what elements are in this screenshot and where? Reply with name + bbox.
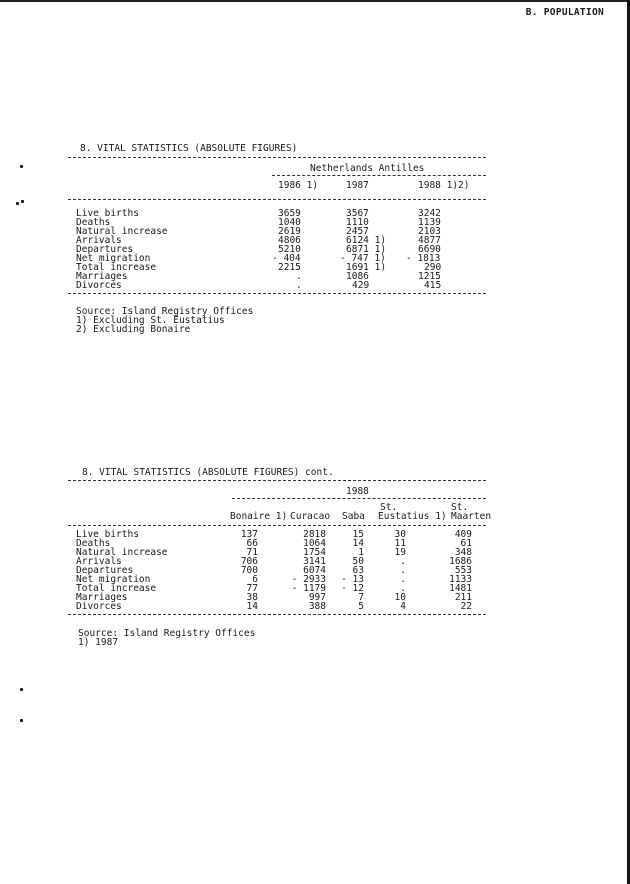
table2-source: Source: Island Registry Offices [78,628,256,639]
cell: - 13 [341,574,364,585]
table1-group-header: Netherlands Antilles [310,163,425,174]
cell: 3141 [303,556,326,567]
cell: 2619 [278,226,301,237]
cell: 6 [252,574,258,585]
cell: . [296,280,302,291]
rule [68,199,486,200]
cell: 1686 [449,556,472,567]
row-label: Live births [76,208,139,219]
cell: 429 [352,280,370,291]
row-label: Net migration [76,253,151,264]
row-label: Marriages [76,271,128,282]
table2-col-top-st: St. [451,502,469,513]
cell: 1133 [449,574,472,585]
cell: 22 [460,601,472,612]
cell: - 1179 [291,583,326,594]
cell: 1754 [303,547,326,558]
cell: 2215 [278,262,301,273]
cell: . [400,574,406,585]
cell: . [400,556,406,567]
table2-group-header: 1988 [346,486,369,497]
row-label: Departures [76,565,134,576]
page-header: B. POPULATION [525,7,604,18]
cell: 61 [460,538,472,549]
cell: 4877 [418,235,441,246]
rule [272,175,486,176]
row-label: Natural increase [76,547,168,558]
cell: 7 [358,592,364,603]
table2-col-curacao: Curacao [290,511,331,522]
cell: 348 [454,547,472,558]
cell: 1481 [449,583,472,594]
row-label: Departures [76,244,134,255]
punch-mark [20,688,23,691]
cell: 50 [352,556,364,567]
rule [68,480,486,481]
cell: 211 [454,592,472,603]
cell: 5 [358,601,364,612]
table2-col-maarten: Maarten [451,511,492,522]
cell: 409 [454,529,472,540]
table1-footnote-2: 2) Excluding Bonaire [76,324,191,335]
row-label: Net migration [76,574,151,585]
scan-top-edge [0,0,630,2]
row-label: Arrivals [76,235,122,246]
row-label: Deaths [76,538,111,549]
cell: 14 [352,538,364,549]
table2-title: 8. VITAL STATISTICS (ABSOLUTE FIGURES) cont. [82,467,334,478]
rule [68,614,486,615]
punch-mark [20,165,23,168]
table1-col-1987: 1987 [346,180,369,191]
cell: 388 [308,601,326,612]
cell: 19 [394,547,406,558]
rule [232,498,486,499]
cell: . [400,583,406,594]
cell: 706 [240,556,258,567]
cell: 15 [352,529,364,540]
punch-mark [16,202,19,205]
cell: 137 [240,529,258,540]
cell: 4806 [278,235,301,246]
cell: 63 [352,565,364,576]
row-label: Arrivals [76,556,122,567]
cell: 6871 1) [346,244,387,255]
cell: 3567 [346,208,369,219]
rule [68,525,486,526]
row-label: Divorces [76,601,122,612]
row-label: Natural increase [76,226,168,237]
cell: 1064 [303,538,326,549]
cell: 1 [358,547,364,558]
row-label: Total increase [76,583,157,594]
cell: 66 [246,538,258,549]
cell: 1040 [278,217,301,228]
cell: 553 [454,565,472,576]
rule [68,293,486,294]
table1-title: 8. VITAL STATISTICS (ABSOLUTE FIGURES) [80,143,298,154]
cell: - 2933 [291,574,326,585]
row-label: Live births [76,529,139,540]
table2-footnote-1: 1) 1987 [78,637,119,648]
cell: 3659 [278,208,301,219]
row-label: Deaths [76,217,111,228]
row-label: Marriages [76,592,128,603]
table1-footnote-1: 1) Excluding St. Eustatius [76,315,225,326]
row-label: Total increase [76,262,157,273]
cell: . [400,565,406,576]
cell: 10 [394,592,406,603]
punch-mark [21,200,24,203]
table2-col-top-st: St. [380,502,398,513]
cell: - 12 [341,583,364,594]
cell: 14 [246,601,258,612]
table1-source: Source: Island Registry Offices [76,306,254,317]
cell: 2103 [418,226,441,237]
cell: 11 [394,538,406,549]
cell: 5210 [278,244,301,255]
cell: 30 [394,529,406,540]
table1-col-1988: 1988 1)2) [418,180,470,191]
cell: . [296,271,302,282]
cell: - 747 1) [340,253,386,264]
cell: 38 [246,592,258,603]
table2-col-eustatius: Eustatius 1) [378,511,447,522]
cell: - 1813 [406,253,441,264]
cell: 1086 [346,271,369,282]
cell: 700 [240,565,258,576]
cell: 415 [424,280,442,291]
cell: 997 [308,592,326,603]
cell: 77 [246,583,258,594]
cell: 1691 1) [346,262,387,273]
cell: 1110 [346,217,369,228]
cell: 6124 1) [346,235,387,246]
table2-col-bonaire: Bonaire 1) [230,511,288,522]
cell: 1215 [418,271,441,282]
table1-col-1986: 1986 1) [278,180,319,191]
cell: 71 [246,547,258,558]
cell: 2818 [303,529,326,540]
table2-col-saba: Saba [342,511,365,522]
cell: 6074 [303,565,326,576]
cell: - 404 [272,253,301,264]
cell: 1139 [418,217,441,228]
punch-mark [20,719,23,722]
cell: 4 [400,601,406,612]
row-label: Divorces [76,280,122,291]
cell: 6690 [418,244,441,255]
cell: 290 [424,262,442,273]
cell: 3242 [418,208,441,219]
cell: 2457 [346,226,369,237]
rule [68,157,486,158]
